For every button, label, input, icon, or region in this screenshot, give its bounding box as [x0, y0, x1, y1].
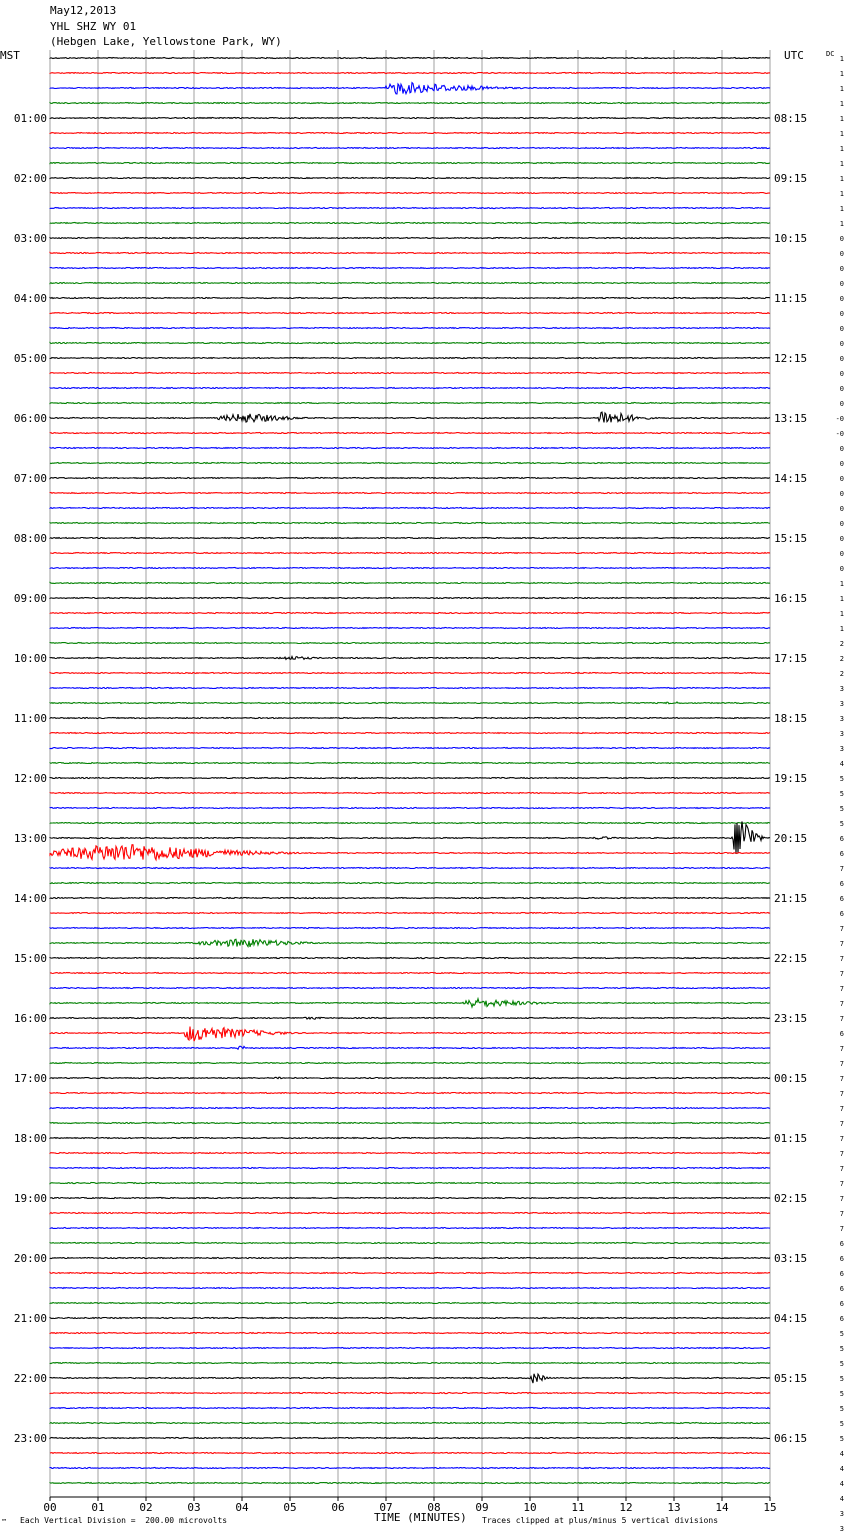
trace-15 — [50, 283, 770, 284]
trace-4 — [50, 118, 770, 119]
dc-value: 7 — [839, 1060, 844, 1068]
dc-value: 1 — [839, 70, 844, 78]
dc-label: DC — [826, 50, 835, 58]
mst-hour-label: 01:00 — [13, 112, 47, 125]
trace-6 — [50, 148, 770, 149]
dc-value: 4 — [839, 1495, 844, 1503]
trace-75 — [50, 1183, 770, 1184]
trace-63 — [50, 999, 770, 1007]
mst-hour-label: 11:00 — [13, 712, 47, 725]
trace-66 — [50, 1046, 770, 1049]
trace-47 — [50, 763, 770, 764]
right-timezone-label: UTC — [784, 49, 804, 62]
trace-26 — [50, 448, 770, 449]
mst-hour-label: 03:00 — [13, 232, 47, 245]
dc-value: 1 — [839, 175, 844, 183]
x-tick-label-8: 08 — [427, 1501, 441, 1514]
trace-9 — [50, 193, 770, 194]
trace-76 — [50, 1198, 770, 1199]
dc-value: 6 — [839, 1300, 844, 1308]
trace-81 — [50, 1273, 770, 1274]
dc-value: 1 — [839, 610, 844, 618]
trace-77 — [50, 1213, 770, 1214]
dc-value: 7 — [839, 1180, 844, 1188]
trace-64 — [50, 1017, 770, 1019]
dc-value: 6 — [839, 1255, 844, 1263]
dc-value: 4 — [839, 1450, 844, 1458]
trace-35 — [50, 583, 770, 584]
trace-28 — [50, 478, 770, 479]
dc-value: 1 — [839, 205, 844, 213]
x-tick-label-15: 15 — [763, 1501, 777, 1514]
dc-value: 1 — [839, 595, 844, 603]
mst-hour-label: 14:00 — [13, 892, 47, 905]
dc-value: 5 — [839, 775, 844, 783]
dc-value: 5 — [839, 1360, 844, 1368]
x-tick-label-3: 03 — [187, 1501, 201, 1514]
mst-hour-label: 02:00 — [13, 172, 47, 185]
mst-hour-label: 19:00 — [13, 1192, 47, 1205]
trace-78 — [50, 1228, 770, 1229]
dc-value: 6 — [839, 895, 844, 903]
trace-74 — [50, 1168, 770, 1169]
utc-hour-label: 03:15 — [774, 1252, 808, 1265]
trace-33 — [50, 553, 770, 554]
dc-value: 7 — [839, 1195, 844, 1203]
trace-68 — [50, 1077, 770, 1078]
x-tick-label-0: 00 — [43, 1501, 57, 1514]
trace-7 — [50, 163, 770, 164]
station-code: YHL SHZ WY 01 — [50, 20, 137, 33]
mst-hour-label: 16:00 — [13, 1012, 47, 1025]
trace-69 — [50, 1093, 770, 1094]
dc-value: 5 — [839, 1405, 844, 1413]
x-tick-label-7: 07 — [379, 1501, 393, 1514]
dc-value: 1 — [839, 190, 844, 198]
utc-hour-label: 21:15 — [774, 892, 808, 905]
dc-value: 6 — [839, 1240, 844, 1248]
corner-mark: ™ — [2, 1518, 7, 1526]
trace-21 — [50, 373, 770, 374]
dc-value: 7 — [839, 1120, 844, 1128]
dc-value: 7 — [839, 940, 844, 948]
mst-hour-label: 15:00 — [13, 952, 47, 965]
dc-value: 3 — [839, 745, 844, 753]
utc-hour-label: 19:15 — [774, 772, 808, 785]
x-tick-label-11: 11 — [571, 1501, 585, 1514]
utc-hour-label: 11:15 — [774, 292, 808, 305]
dc-value: 2 — [839, 640, 844, 648]
utc-hour-label: 22:15 — [774, 952, 808, 965]
dc-value: 3 — [839, 1510, 844, 1518]
trace-89 — [50, 1393, 770, 1394]
trace-20 — [50, 358, 770, 359]
trace-55 — [50, 883, 770, 884]
mst-hour-label: 04:00 — [13, 292, 47, 305]
x-tick-label-4: 04 — [235, 1501, 249, 1514]
trace-46 — [50, 748, 770, 749]
dc-value: 5 — [839, 820, 844, 828]
trace-93 — [50, 1453, 770, 1454]
dc-value: 7 — [839, 955, 844, 963]
dc-value: 1 — [839, 160, 844, 168]
trace-49 — [50, 793, 770, 794]
trace-40 — [50, 657, 770, 660]
trace-38 — [50, 628, 770, 629]
utc-hour-label: 00:15 — [774, 1072, 808, 1085]
mst-hour-label: 22:00 — [13, 1372, 47, 1385]
trace-86 — [50, 1348, 770, 1349]
trace-83 — [50, 1303, 770, 1304]
dc-value: 1 — [839, 115, 844, 123]
dc-value: 7 — [839, 985, 844, 993]
dc-value: 6 — [839, 910, 844, 918]
trace-90 — [50, 1408, 770, 1409]
mst-hour-label: 08:00 — [13, 532, 47, 545]
dc-value: 0 — [839, 265, 844, 273]
x-tick-label-5: 05 — [283, 1501, 297, 1514]
dc-value: 5 — [839, 1375, 844, 1383]
trace-67 — [50, 1063, 770, 1064]
trace-42 — [50, 688, 770, 689]
dc-value: 2 — [839, 670, 844, 678]
trace-91 — [50, 1423, 770, 1424]
trace-80 — [50, 1258, 770, 1259]
trace-30 — [50, 508, 770, 509]
trace-32 — [50, 538, 770, 539]
x-tick-label-12: 12 — [619, 1501, 633, 1514]
mst-hour-label: 17:00 — [13, 1072, 47, 1085]
trace-82 — [50, 1288, 770, 1289]
dc-value: 1 — [839, 130, 844, 138]
trace-65 — [50, 1027, 770, 1042]
dc-value: 0 — [839, 490, 844, 498]
utc-hour-label: 01:15 — [774, 1132, 808, 1145]
dc-value: 0 — [839, 280, 844, 288]
dc-value: 5 — [839, 790, 844, 798]
trace-3 — [50, 103, 770, 104]
trace-72 — [50, 1138, 770, 1139]
scale-note: Each Vertical Division = 200.00 microvolts — [20, 1516, 228, 1525]
trace-95 — [50, 1483, 770, 1484]
dc-value: 7 — [839, 970, 844, 978]
trace-22 — [50, 388, 770, 389]
mst-hour-label: 18:00 — [13, 1132, 47, 1145]
utc-hour-label: 12:15 — [774, 352, 808, 365]
dc-value: 0 — [839, 565, 844, 573]
mst-hour-label: 06:00 — [13, 412, 47, 425]
x-axis-title: TIME (MINUTES) — [374, 1511, 467, 1524]
trace-92 — [50, 1438, 770, 1439]
dc-value: 1 — [839, 145, 844, 153]
dc-value: 6 — [839, 1315, 844, 1323]
dc-value: 3 — [839, 730, 844, 738]
minute-gridlines — [50, 50, 770, 1497]
trace-34 — [50, 568, 770, 569]
trace-29 — [50, 493, 770, 494]
x-tick-label-1: 01 — [91, 1501, 105, 1514]
trace-36 — [50, 598, 770, 599]
utc-hour-label: 15:15 — [774, 532, 808, 545]
dc-value: 6 — [839, 1030, 844, 1038]
mst-hour-label: 23:00 — [13, 1432, 47, 1445]
utc-hour-label: 08:15 — [774, 112, 808, 125]
dc-value: 0 — [839, 475, 844, 483]
dc-value: 0 — [839, 370, 844, 378]
dc-value: 1 — [839, 625, 844, 633]
left-timezone-label: MST — [0, 49, 20, 62]
dc-value: 1 — [839, 55, 844, 63]
trace-88 — [50, 1374, 770, 1383]
trace-71 — [50, 1123, 770, 1124]
dc-value: 4 — [839, 760, 844, 768]
trace-45 — [50, 733, 770, 734]
dc-value: 1 — [839, 580, 844, 588]
trace-23 — [50, 403, 770, 404]
dc-value: 5 — [839, 1390, 844, 1398]
utc-hour-label: 18:15 — [774, 712, 808, 725]
dc-value: 7 — [839, 1015, 844, 1023]
utc-hour-label: 06:15 — [774, 1432, 808, 1445]
dc-value: 6 — [839, 1270, 844, 1278]
dc-value: 0 — [839, 460, 844, 468]
dc-value: 0 — [839, 355, 844, 363]
dc-value: 0 — [839, 550, 844, 558]
dc-value: 5 — [839, 1435, 844, 1443]
trace-84 — [50, 1318, 770, 1319]
trace-44 — [50, 718, 770, 719]
trace-14 — [50, 268, 770, 269]
trace-79 — [50, 1243, 770, 1244]
trace-61 — [50, 973, 770, 974]
trace-12 — [50, 238, 770, 239]
dc-value: -0 — [835, 415, 844, 423]
mst-hour-label: 07:00 — [13, 472, 47, 485]
dc-value: 7 — [839, 925, 844, 933]
dc-value: 0 — [839, 505, 844, 513]
seismic-traces — [50, 58, 770, 1484]
trace-37 — [50, 613, 770, 614]
dc-value: 7 — [839, 1105, 844, 1113]
utc-hour-label: 09:15 — [774, 172, 808, 185]
trace-52 — [50, 821, 770, 854]
trace-31 — [50, 523, 770, 524]
trace-51 — [50, 823, 770, 824]
dc-value: 5 — [839, 1330, 844, 1338]
station-location: (Hebgen Lake, Yellowstone Park, WY) — [50, 35, 282, 48]
trace-5 — [50, 133, 770, 134]
utc-hour-label: 20:15 — [774, 832, 808, 845]
trace-73 — [50, 1153, 770, 1154]
mst-hour-label: 21:00 — [13, 1312, 47, 1325]
trace-18 — [50, 328, 770, 329]
dc-value: 3 — [839, 1525, 844, 1533]
trace-13 — [50, 253, 770, 254]
trace-43 — [50, 702, 770, 704]
dc-value: 5 — [839, 1420, 844, 1428]
dc-value: 7 — [839, 1135, 844, 1143]
trace-8 — [50, 178, 770, 179]
clip-note: Traces clipped at plus/minus 5 vertical divisions — [482, 1516, 719, 1525]
dc-offset-values — [836, 55, 844, 1534]
dc-value: -0 — [835, 430, 844, 438]
dc-value: 7 — [839, 1225, 844, 1233]
utc-hour-label: 05:15 — [774, 1372, 808, 1385]
trace-16 — [50, 298, 770, 299]
dc-value: 0 — [839, 235, 844, 243]
trace-17 — [50, 313, 770, 314]
dc-value: 0 — [839, 325, 844, 333]
utc-hour-label: 17:15 — [774, 652, 808, 665]
dc-value: 6 — [839, 1285, 844, 1293]
dc-value: 0 — [839, 445, 844, 453]
dc-value: 0 — [839, 520, 844, 528]
trace-10 — [50, 208, 770, 209]
trace-27 — [50, 463, 770, 464]
trace-53 — [50, 845, 770, 860]
x-tick-label-10: 10 — [523, 1501, 537, 1514]
dc-value: 1 — [839, 220, 844, 228]
dc-value: 7 — [839, 1000, 844, 1008]
trace-54 — [50, 868, 770, 869]
dc-value: 7 — [839, 1210, 844, 1218]
trace-57 — [50, 913, 770, 914]
dc-value: 3 — [839, 700, 844, 708]
trace-56 — [50, 898, 770, 899]
utc-hour-label: 04:15 — [774, 1312, 808, 1325]
mst-hour-label: 12:00 — [13, 772, 47, 785]
dc-value: 7 — [839, 865, 844, 873]
trace-94 — [50, 1468, 770, 1469]
trace-58 — [50, 928, 770, 929]
mst-hour-label: 13:00 — [13, 832, 47, 845]
dc-value: 1 — [839, 85, 844, 93]
trace-48 — [50, 778, 770, 779]
trace-62 — [50, 988, 770, 989]
dc-value: 7 — [839, 1150, 844, 1158]
utc-hour-label: 23:15 — [774, 1012, 808, 1025]
dc-value: 5 — [839, 1345, 844, 1353]
x-tick-label-14: 14 — [715, 1501, 729, 1514]
utc-hour-label: 13:15 — [774, 412, 808, 425]
dc-value: 1 — [839, 100, 844, 108]
dc-value: 2 — [839, 655, 844, 663]
trace-87 — [50, 1363, 770, 1364]
x-tick-label-9: 09 — [475, 1501, 489, 1514]
dc-value: 0 — [839, 250, 844, 258]
trace-11 — [50, 223, 770, 224]
dc-value: 6 — [839, 880, 844, 888]
trace-85 — [50, 1333, 770, 1334]
utc-hour-label: 02:15 — [774, 1192, 808, 1205]
dc-value: 7 — [839, 1075, 844, 1083]
dc-value: 0 — [839, 340, 844, 348]
dc-value: 0 — [839, 295, 844, 303]
utc-hour-label: 14:15 — [774, 472, 808, 485]
trace-1 — [50, 73, 770, 74]
trace-70 — [50, 1108, 770, 1109]
dc-value: 0 — [839, 535, 844, 543]
dc-value: 4 — [839, 1480, 844, 1488]
mst-hour-label: 10:00 — [13, 652, 47, 665]
dc-value: 7 — [839, 1165, 844, 1173]
mst-hour-label: 20:00 — [13, 1252, 47, 1265]
trace-60 — [50, 958, 770, 959]
mst-hour-label: 05:00 — [13, 352, 47, 365]
mst-hour-label: 09:00 — [13, 592, 47, 605]
dc-value: 0 — [839, 385, 844, 393]
dc-value: 5 — [839, 805, 844, 813]
trace-24 — [50, 412, 770, 422]
trace-25 — [50, 433, 770, 434]
trace-50 — [50, 808, 770, 809]
dc-value: 3 — [839, 715, 844, 723]
trace-59 — [50, 939, 770, 947]
plot-date: May12,2013 — [50, 4, 117, 17]
trace-0 — [50, 58, 770, 59]
x-tick-label-6: 06 — [331, 1501, 345, 1514]
trace-2 — [50, 83, 770, 94]
dc-value: 6 — [839, 850, 844, 858]
x-tick-label-13: 13 — [667, 1501, 681, 1514]
utc-hour-label: 16:15 — [774, 592, 808, 605]
dc-value: 3 — [839, 685, 844, 693]
utc-hour-label: 10:15 — [774, 232, 808, 245]
dc-value: 0 — [839, 400, 844, 408]
dc-value: 6 — [839, 835, 844, 843]
trace-39 — [50, 643, 770, 644]
dc-value: 7 — [839, 1045, 844, 1053]
x-tick-label-2: 02 — [139, 1501, 153, 1514]
dc-value: 4 — [839, 1465, 844, 1473]
trace-19 — [50, 343, 770, 344]
dc-value: 0 — [839, 310, 844, 318]
dc-value: 7 — [839, 1090, 844, 1098]
trace-41 — [50, 673, 770, 674]
